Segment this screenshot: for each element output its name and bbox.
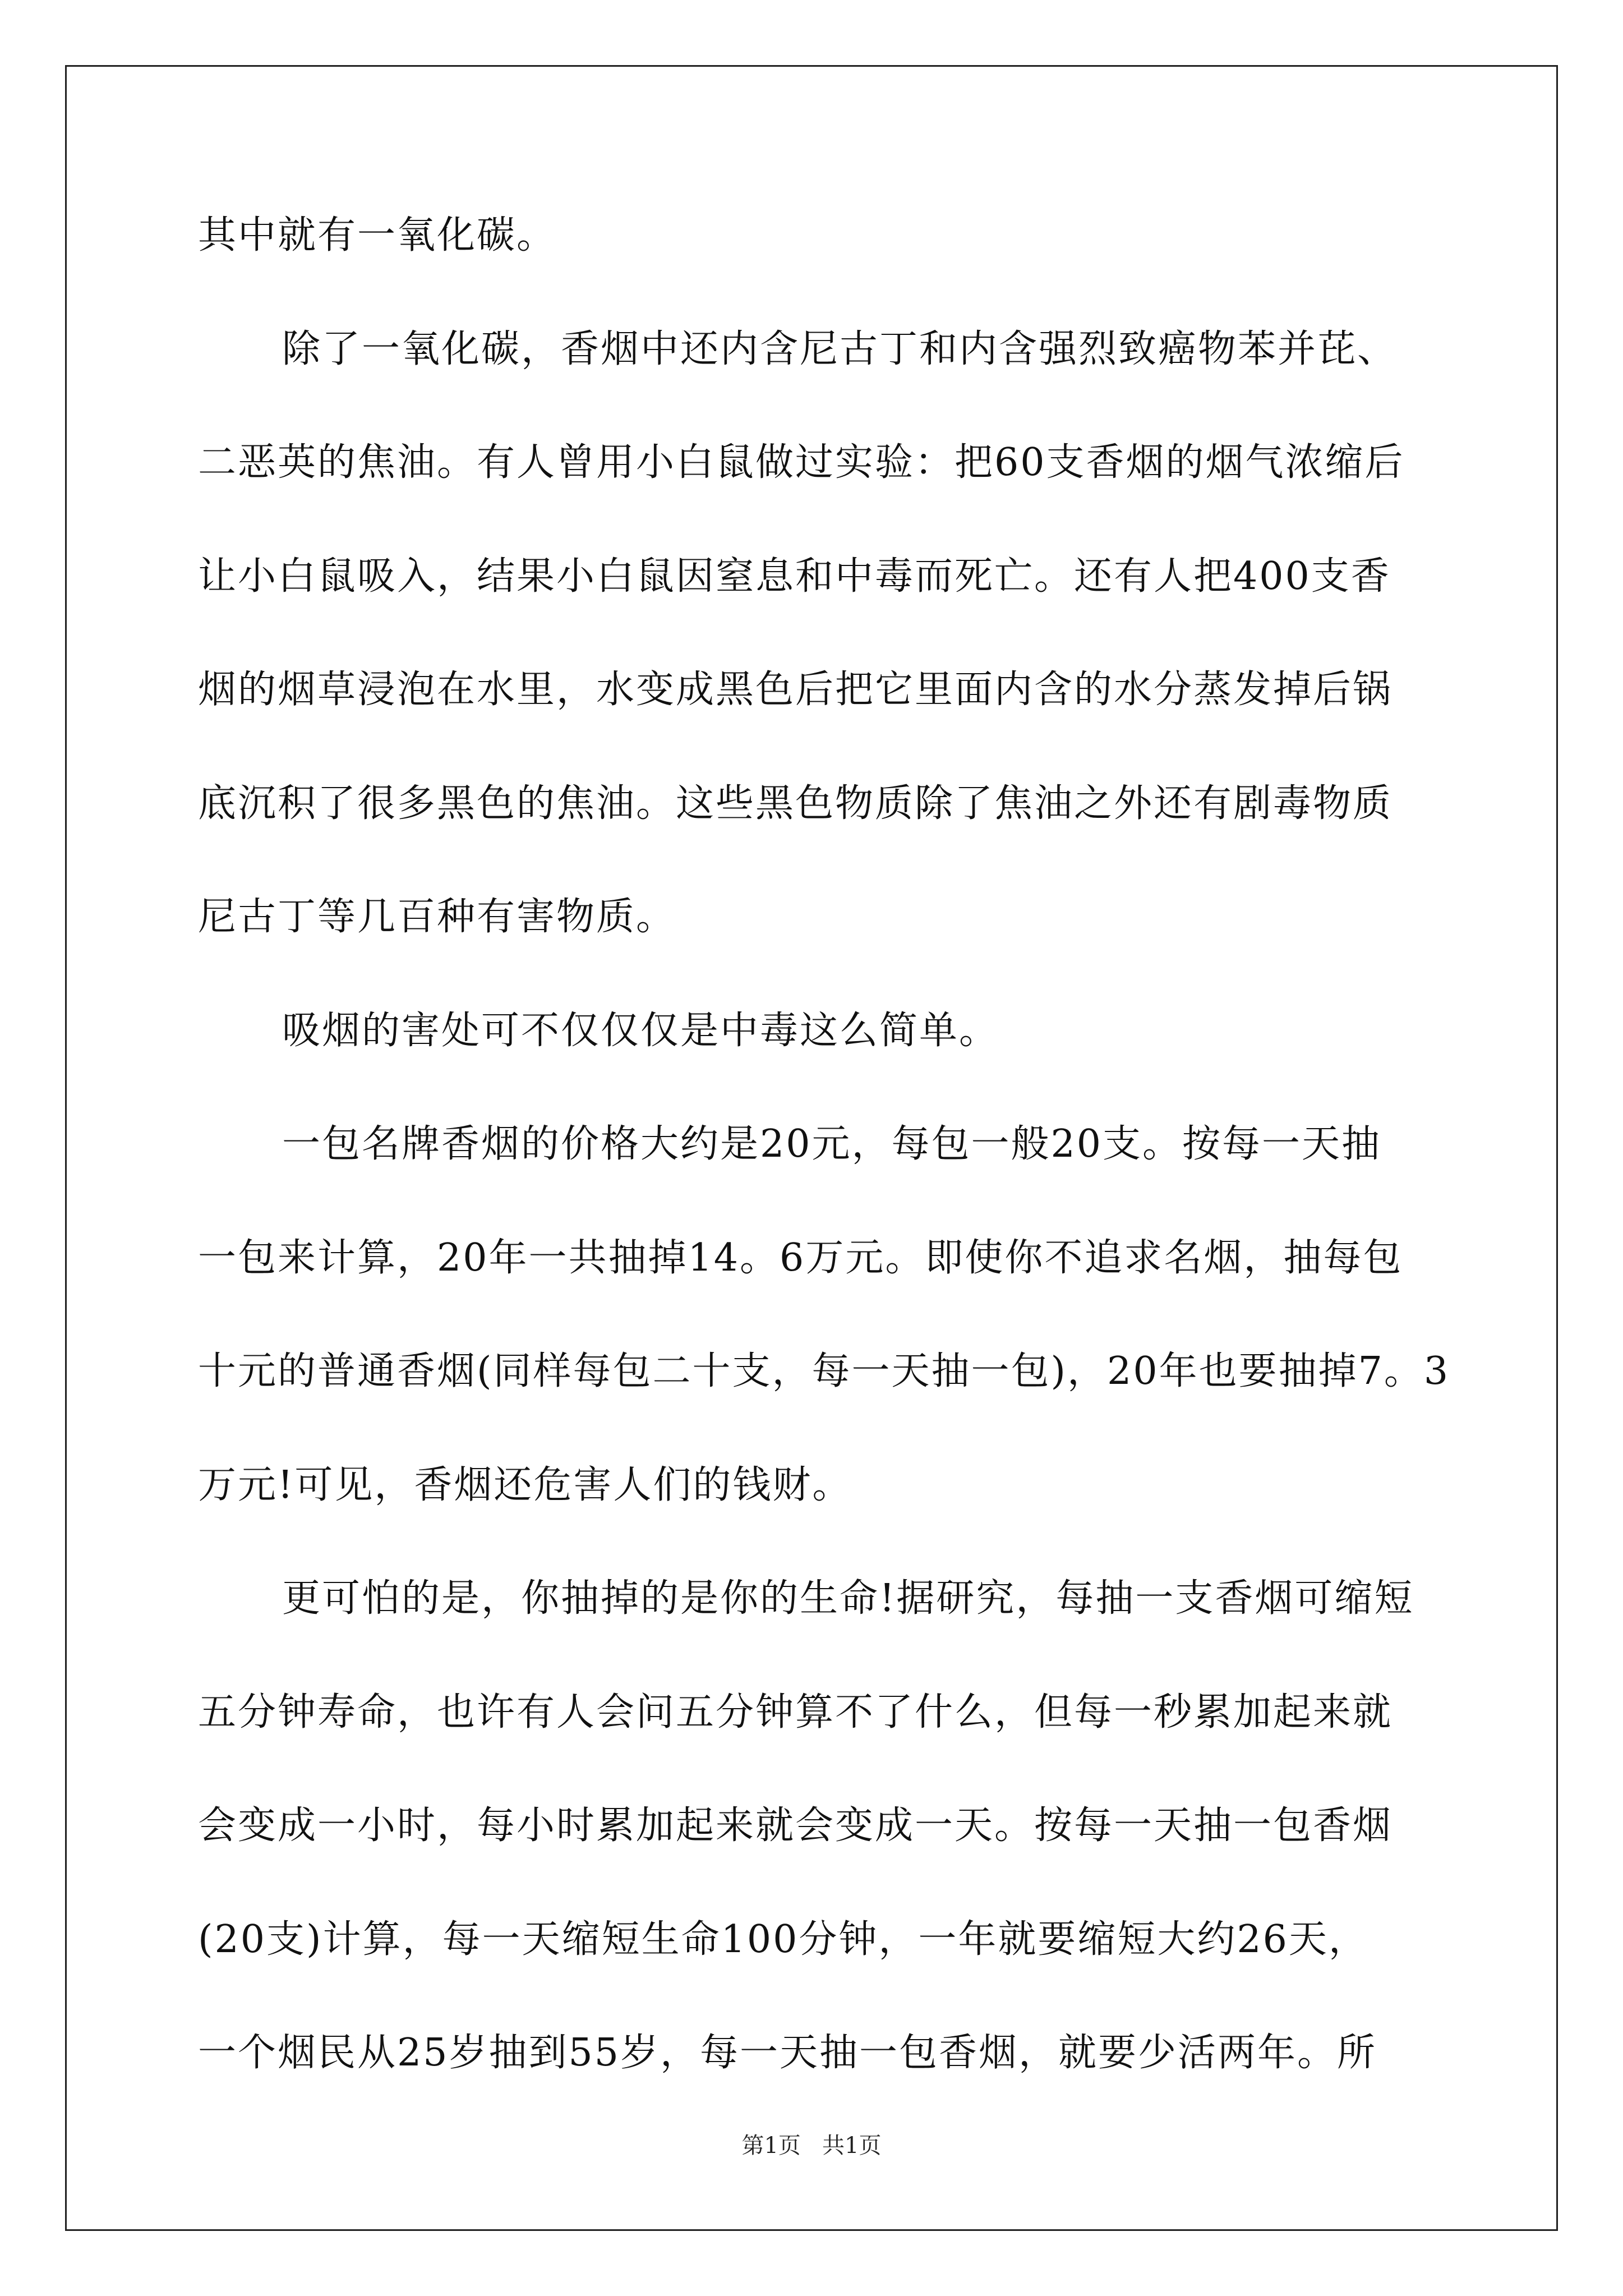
text-line: 尼古丁等几百种有害物质。 bbox=[198, 895, 676, 939]
text-line: 十元的普通香烟(同样每包二十支，每一天抽一包)，20年也要抽掉7。3 bbox=[198, 1349, 1450, 1393]
text-line: 万元!可见，香烟还危害人们的钱财。 bbox=[198, 1463, 852, 1507]
text-line: 更可怕的是，你抽掉的是你的生命!据研究，每抽一支香烟可缩短 bbox=[282, 1576, 1414, 1621]
text-line: 一个烟民从25岁抽到55岁，每一天抽一包香烟，就要少活两年。所 bbox=[198, 2031, 1377, 2075]
text-line: 一包名牌香烟的价格大约是20元，每包一般20支。按每一天抽 bbox=[282, 1122, 1382, 1166]
text-line: 吸烟的害处可不仅仅仅是中毒这么简单。 bbox=[282, 1009, 999, 1053]
text-line: 会变成一小时，每小时累加起来就会变成一天。按每一天抽一包香烟 bbox=[198, 1803, 1393, 1848]
text-line: 其中就有一氧化碳。 bbox=[198, 213, 557, 257]
text-line: 让小白鼠吸入，结果小白鼠因窒息和中毒而死亡。还有人把400支香 bbox=[198, 554, 1391, 599]
text-line: 五分钟寿命，也许有人会问五分钟算不了什么，但每一秒累加起来就 bbox=[198, 1690, 1393, 1734]
page-number-footer: 第1页 共1页 bbox=[741, 2133, 882, 2159]
text-line: 二恶英的焦油。有人曾用小白鼠做过实验：把60支香烟的烟气浓缩后 bbox=[198, 440, 1405, 485]
text-line: 除了一氧化碳，香烟中还内含尼古丁和内含强烈致癌物苯并芘、 bbox=[282, 327, 1398, 371]
text-line: (20支)计算，每一天缩短生命100分钟，一年就要缩短大约26天， bbox=[198, 1917, 1368, 1962]
text-line: 烟的烟草浸泡在水里，水变成黑色后把它里面内含的水分蒸发掉后锅 bbox=[198, 668, 1393, 712]
text-line: 底沉积了很多黑色的焦油。这些黑色物质除了焦油之外还有剧毒物质 bbox=[198, 781, 1393, 826]
text-line: 一包来计算，20年一共抽掉14。6万元。即使你不追求名烟，抽每包 bbox=[198, 1236, 1403, 1280]
